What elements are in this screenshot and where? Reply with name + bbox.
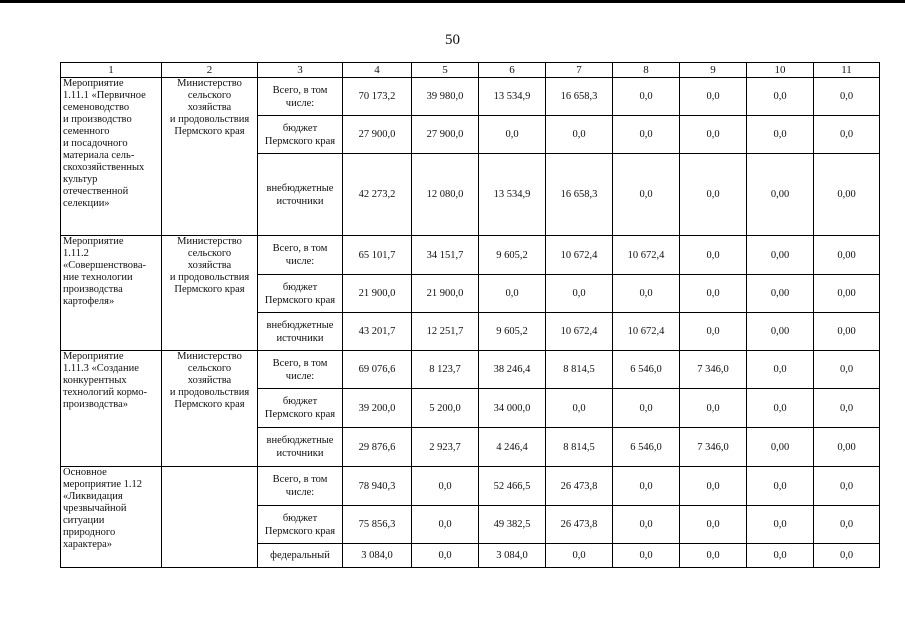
amount-cell: 0,0 bbox=[680, 506, 747, 544]
funding-source-cell bbox=[258, 389, 343, 428]
header-cell: 4 bbox=[343, 63, 412, 78]
amount-cell: 0,0 bbox=[412, 506, 479, 544]
measure-name-cell bbox=[61, 78, 162, 236]
funding-source-line: внебюджетные bbox=[266, 435, 334, 446]
amount-cell: 8 814,5 bbox=[546, 351, 613, 389]
table-row bbox=[61, 78, 880, 116]
measure-name-line: ситуации bbox=[63, 515, 105, 526]
amount-cell: 0,0 bbox=[412, 467, 479, 506]
measure-name-line: 1.11.3 «Создание bbox=[63, 363, 139, 374]
measure-name-cell bbox=[61, 351, 162, 467]
header-cell: 10 bbox=[747, 63, 814, 78]
executor-line: хозяйства bbox=[187, 102, 232, 113]
amount-cell: 0,0 bbox=[412, 544, 479, 568]
amount-cell: 0,0 bbox=[613, 154, 680, 236]
header-cell: 5 bbox=[412, 63, 479, 78]
measure-name-line: и посадочного bbox=[63, 138, 128, 149]
amount-cell: 13 534,9 bbox=[479, 154, 546, 236]
funding-source-line: источники bbox=[276, 195, 324, 207]
amount-cell: 0,00 bbox=[747, 313, 814, 351]
funding-source-line: Пермского края bbox=[264, 525, 336, 537]
measure-name-cell bbox=[61, 236, 162, 351]
header-cell: 6 bbox=[479, 63, 546, 78]
measure-name-line: культур bbox=[63, 174, 98, 185]
amount-cell: 0,00 bbox=[814, 154, 880, 236]
amount-cell: 0,0 bbox=[613, 506, 680, 544]
amount-cell: 0,0 bbox=[814, 351, 880, 389]
funding-source-line: Всего, в том bbox=[272, 243, 328, 254]
measure-name-line: технологий кормо- bbox=[63, 387, 148, 398]
funding-source-cell bbox=[258, 313, 343, 351]
top-rule bbox=[0, 0, 905, 3]
amount-cell: 7 346,0 bbox=[680, 351, 747, 389]
funding-source-line: Всего, в том bbox=[272, 474, 328, 485]
amount-cell: 0,0 bbox=[479, 116, 546, 154]
amount-cell: 0,0 bbox=[680, 544, 747, 568]
measure-name-line: мероприятие 1.12 bbox=[63, 479, 142, 490]
measure-name-line: семеноводство bbox=[63, 102, 130, 113]
funding-source-cell bbox=[258, 467, 343, 506]
amount-cell: 0,00 bbox=[747, 428, 814, 467]
executor-line: Пермского края bbox=[174, 399, 245, 410]
funding-source-line: числе: bbox=[285, 370, 315, 382]
amount-cell: 0,00 bbox=[747, 275, 814, 313]
amount-cell: 8 123,7 bbox=[412, 351, 479, 389]
amount-cell: 34 151,7 bbox=[412, 236, 479, 275]
amount-cell: 0,0 bbox=[814, 78, 880, 116]
amount-cell: 0,0 bbox=[747, 78, 814, 116]
amount-cell: 10 672,4 bbox=[613, 313, 680, 351]
amount-cell: 10 672,4 bbox=[613, 236, 680, 275]
measure-name-line: природного bbox=[63, 527, 116, 538]
funding-source-cell bbox=[258, 275, 343, 313]
amount-cell: 8 814,5 bbox=[546, 428, 613, 467]
measure-name-line: «Ликвидация bbox=[63, 491, 123, 502]
amount-cell: 0,0 bbox=[747, 467, 814, 506]
funding-source-line: Пермского края bbox=[264, 294, 336, 306]
funding-source-cell bbox=[258, 78, 343, 116]
table-row bbox=[61, 236, 880, 275]
measure-name-line: Основное bbox=[63, 467, 107, 478]
amount-cell: 0,0 bbox=[613, 389, 680, 428]
executor-cell bbox=[162, 236, 258, 351]
header-cell: 7 bbox=[546, 63, 613, 78]
amount-cell: 0,0 bbox=[546, 389, 613, 428]
amount-cell: 0,0 bbox=[479, 275, 546, 313]
amount-cell: 0,0 bbox=[546, 116, 613, 154]
amount-cell: 0,0 bbox=[814, 116, 880, 154]
executor-line: Министерство bbox=[177, 78, 242, 89]
amount-cell: 0,0 bbox=[680, 467, 747, 506]
amount-cell: 0,00 bbox=[814, 313, 880, 351]
funding-source-line: источники bbox=[276, 448, 324, 459]
amount-cell: 3 084,0 bbox=[343, 544, 412, 568]
amount-cell: 78 940,3 bbox=[343, 467, 412, 506]
measure-name-line: семенного bbox=[63, 126, 110, 137]
funding-source-line: внебюджетные bbox=[266, 319, 334, 331]
executor-line: и продовольствия bbox=[169, 272, 250, 283]
funding-source-line: Пермского края bbox=[264, 409, 336, 420]
budget-table bbox=[60, 62, 880, 568]
measure-name-cell bbox=[61, 467, 162, 568]
amount-cell: 9 605,2 bbox=[479, 236, 546, 275]
amount-cell: 9 605,2 bbox=[479, 313, 546, 351]
amount-cell: 0,0 bbox=[613, 544, 680, 568]
executor-line: сельского bbox=[187, 248, 232, 259]
amount-cell: 26 473,8 bbox=[546, 467, 613, 506]
amount-cell: 0,0 bbox=[814, 506, 880, 544]
funding-source-line: источники bbox=[276, 332, 324, 344]
amount-cell: 39 980,0 bbox=[412, 78, 479, 116]
executor-line: хозяйства bbox=[187, 260, 232, 271]
measure-name-line: Мероприятие bbox=[63, 78, 124, 89]
funding-source-cell bbox=[258, 116, 343, 154]
amount-cell: 43 201,7 bbox=[343, 313, 412, 351]
funding-source-line: числе: bbox=[285, 97, 315, 109]
funding-source-line: бюджет bbox=[282, 281, 318, 293]
page-number: 50 bbox=[445, 32, 460, 48]
amount-cell: 0,0 bbox=[613, 78, 680, 116]
amount-cell: 0,0 bbox=[747, 544, 814, 568]
amount-cell: 0,0 bbox=[546, 544, 613, 568]
header-cell: 3 bbox=[258, 63, 343, 78]
measure-name-line: отечественной bbox=[63, 186, 129, 197]
funding-source-cell bbox=[258, 428, 343, 467]
amount-cell: 0,00 bbox=[814, 236, 880, 275]
table-row bbox=[61, 351, 880, 389]
amount-cell: 65 101,7 bbox=[343, 236, 412, 275]
funding-source-cell bbox=[258, 236, 343, 275]
measure-name-line: материала сель- bbox=[63, 150, 135, 161]
amount-cell: 26 473,8 bbox=[546, 506, 613, 544]
amount-cell: 0,00 bbox=[747, 154, 814, 236]
amount-cell: 6 546,0 bbox=[613, 351, 680, 389]
amount-cell: 27 900,0 bbox=[412, 116, 479, 154]
amount-cell: 34 000,0 bbox=[479, 389, 546, 428]
amount-cell: 42 273,2 bbox=[343, 154, 412, 236]
amount-cell: 12 080,0 bbox=[412, 154, 479, 236]
measure-name-line: производства bbox=[63, 284, 123, 295]
amount-cell: 12 251,7 bbox=[412, 313, 479, 351]
amount-cell: 52 466,5 bbox=[479, 467, 546, 506]
header-cell: 2 bbox=[162, 63, 258, 78]
funding-source-cell bbox=[258, 544, 343, 568]
amount-cell: 0,0 bbox=[680, 78, 747, 116]
amount-cell: 0,0 bbox=[680, 313, 747, 351]
measure-name-line: картофеля» bbox=[63, 296, 115, 307]
funding-source-line: бюджет bbox=[282, 122, 318, 134]
amount-cell: 13 534,9 bbox=[479, 78, 546, 116]
amount-cell: 0,0 bbox=[613, 116, 680, 154]
amount-cell: 16 658,3 bbox=[546, 78, 613, 116]
amount-cell: 38 246,4 bbox=[479, 351, 546, 389]
amount-cell: 3 084,0 bbox=[479, 544, 546, 568]
executor-line: и продовольствия bbox=[169, 387, 250, 398]
funding-source-line: федеральный bbox=[270, 550, 330, 561]
funding-source-line: Всего, в том bbox=[272, 84, 328, 96]
header-cell: 11 bbox=[814, 63, 880, 78]
measure-name-line: селекции» bbox=[63, 198, 110, 209]
header-cell: 9 bbox=[680, 63, 747, 78]
executor-cell bbox=[162, 78, 258, 236]
measure-name-line: скохозяйственных bbox=[63, 162, 145, 173]
executor-line: Министерство bbox=[177, 236, 242, 247]
amount-cell: 0,00 bbox=[747, 236, 814, 275]
amount-cell: 0,00 bbox=[814, 428, 880, 467]
amount-cell: 21 900,0 bbox=[412, 275, 479, 313]
amount-cell: 16 658,3 bbox=[546, 154, 613, 236]
table-body bbox=[61, 78, 880, 568]
amount-cell: 0,00 bbox=[814, 275, 880, 313]
measure-name-line: конкурентных bbox=[63, 375, 127, 386]
measure-name-line: характера» bbox=[63, 539, 113, 550]
amount-cell: 0,0 bbox=[546, 275, 613, 313]
executor-line: Министерство bbox=[177, 351, 242, 362]
amount-cell: 69 076,6 bbox=[343, 351, 412, 389]
funding-source-cell bbox=[258, 506, 343, 544]
header-row bbox=[61, 63, 880, 78]
amount-cell: 0,0 bbox=[680, 236, 747, 275]
executor-line: и продовольствия bbox=[169, 114, 250, 125]
header-cell: 8 bbox=[613, 63, 680, 78]
executor-line: Пермского края bbox=[174, 284, 245, 295]
amount-cell: 0,0 bbox=[747, 506, 814, 544]
amount-cell: 0,0 bbox=[613, 275, 680, 313]
amount-cell: 70 173,2 bbox=[343, 78, 412, 116]
executor-line: хозяйства bbox=[187, 375, 232, 386]
amount-cell: 27 900,0 bbox=[343, 116, 412, 154]
header-cell: 1 bbox=[61, 63, 162, 78]
amount-cell: 6 546,0 bbox=[613, 428, 680, 467]
measure-name-line: ние технологии bbox=[63, 272, 133, 283]
funding-source-line: числе: bbox=[285, 256, 315, 267]
amount-cell: 0,0 bbox=[814, 467, 880, 506]
measure-name-line: чрезвычайной bbox=[63, 503, 127, 514]
executor-line: сельского bbox=[187, 90, 232, 101]
amount-cell: 0,0 bbox=[680, 116, 747, 154]
funding-source-cell bbox=[258, 351, 343, 389]
funding-source-line: Всего, в том bbox=[272, 357, 328, 369]
amount-cell: 0,0 bbox=[680, 154, 747, 236]
measure-name-line: производства» bbox=[63, 399, 129, 410]
executor-line: сельского bbox=[187, 363, 232, 374]
funding-source-line: числе: bbox=[285, 487, 315, 498]
amount-cell: 0,0 bbox=[814, 389, 880, 428]
amount-cell: 2 923,7 bbox=[412, 428, 479, 467]
measure-name-line: «Совершенствова- bbox=[63, 260, 147, 271]
amount-cell: 10 672,4 bbox=[546, 313, 613, 351]
funding-source-line: внебюджетные bbox=[266, 182, 334, 194]
amount-cell: 39 200,0 bbox=[343, 389, 412, 428]
amount-cell: 0,0 bbox=[747, 116, 814, 154]
amount-cell: 49 382,5 bbox=[479, 506, 546, 544]
measure-name-line: Мероприятие bbox=[63, 351, 124, 362]
amount-cell: 7 346,0 bbox=[680, 428, 747, 467]
measure-name-line: и производство bbox=[63, 114, 132, 125]
amount-cell: 0,0 bbox=[747, 389, 814, 428]
measure-name-line: 1.11.1 «Первичное bbox=[63, 90, 146, 101]
amount-cell: 5 200,0 bbox=[412, 389, 479, 428]
table-row bbox=[61, 467, 880, 506]
executor-line: Пермского края bbox=[174, 126, 245, 137]
funding-source-line: Пермского края bbox=[264, 135, 336, 147]
amount-cell: 21 900,0 bbox=[343, 275, 412, 313]
funding-source-cell bbox=[258, 154, 343, 236]
funding-source-line: бюджет bbox=[282, 512, 318, 524]
funding-source-line: бюджет bbox=[282, 396, 318, 407]
executor-cell bbox=[162, 467, 258, 568]
amount-cell: 29 876,6 bbox=[343, 428, 412, 467]
amount-cell: 4 246,4 bbox=[479, 428, 546, 467]
amount-cell: 10 672,4 bbox=[546, 236, 613, 275]
measure-name-line: 1.11.2 bbox=[63, 248, 89, 259]
amount-cell: 0,0 bbox=[680, 275, 747, 313]
amount-cell: 0,0 bbox=[814, 544, 880, 568]
amount-cell: 0,0 bbox=[747, 351, 814, 389]
amount-cell: 75 856,3 bbox=[343, 506, 412, 544]
amount-cell: 0,0 bbox=[680, 389, 747, 428]
amount-cell: 0,0 bbox=[613, 467, 680, 506]
executor-cell bbox=[162, 351, 258, 467]
measure-name-line: Мероприятие bbox=[63, 236, 124, 247]
